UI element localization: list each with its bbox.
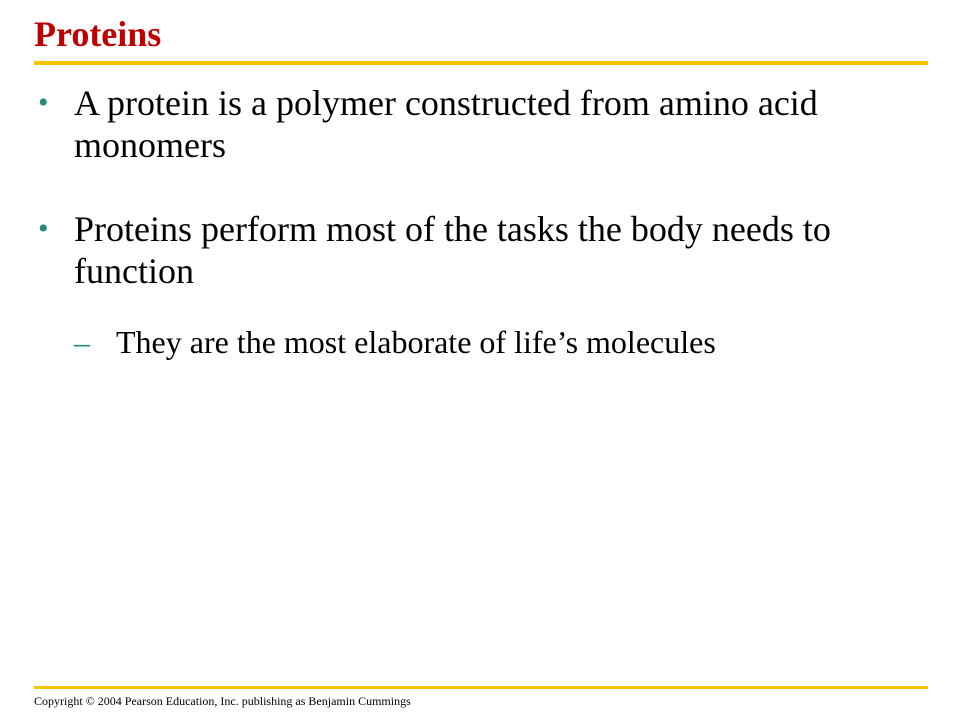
footer-divider [34, 686, 928, 689]
sub-bullet-item [74, 322, 934, 362]
bullet-text: A protein is a polymer constructed from amino acid monomers [74, 83, 818, 165]
sub-bullet-text: They are the most elaborate of life’s molecules [116, 324, 716, 360]
bullet-item [34, 208, 934, 362]
slide-title: Proteins [34, 14, 162, 54]
bullet-marker: • [38, 212, 49, 245]
bullet-list [34, 82, 934, 362]
sub-bullet-list [74, 322, 934, 362]
bullet-text: Proteins perform most of the tasks the body needs to function [74, 209, 831, 291]
copyright-notice: Copyright © 2004 Pearson Education, Inc. publishing as Benjamin Cummings [34, 694, 411, 708]
bullet-item [34, 82, 934, 166]
bullet-marker: • [38, 86, 49, 119]
sub-bullet-marker: – [74, 324, 90, 360]
title-divider [34, 61, 928, 65]
